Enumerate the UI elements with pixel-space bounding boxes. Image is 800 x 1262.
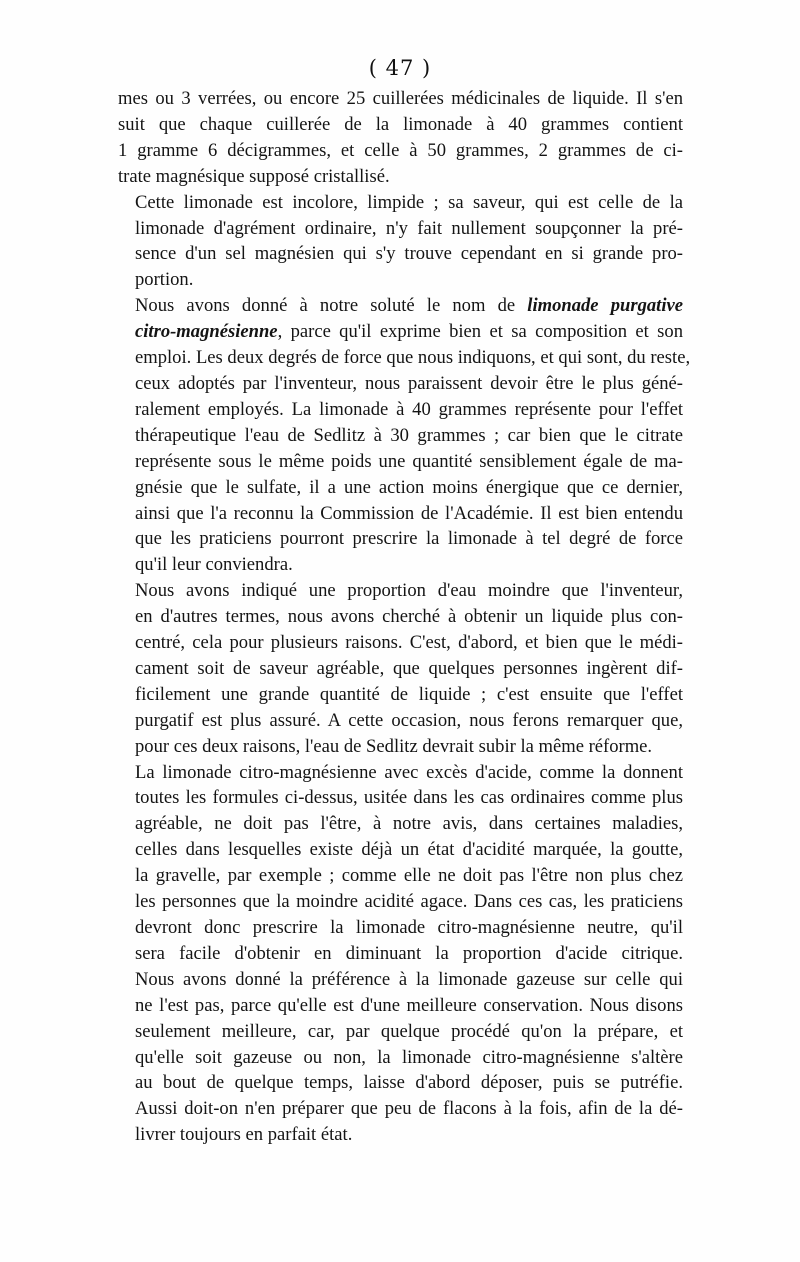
text-line: ainsi que l'a reconnu la Commission de l'Académie. Il est bien entendu bbox=[135, 502, 683, 524]
text-line: la gravelle, par exemple ; comme elle ne doit pas l'être non plus chez bbox=[135, 865, 683, 887]
paragraph bbox=[118, 578, 683, 759]
italic-term: limonade purgative bbox=[527, 295, 684, 317]
text-line: pour ces deux raisons, l'eau de Sedlitz devrait subir la même réforme. bbox=[135, 735, 653, 757]
text-line: sera facile d'obtenir en diminuant la proportion d'acide citrique. bbox=[135, 942, 683, 964]
text-line: trate magnésique supposé cristallisé. bbox=[118, 165, 390, 187]
text-line: ralement employés. La limonade à 40 grammes représente pour l'effet bbox=[135, 398, 683, 420]
paragraph bbox=[118, 293, 691, 578]
text-line: citro-magnésienne, parce qu'il exprime bien et sa composition et son bbox=[135, 321, 683, 343]
text-line: Nous avons donné à notre soluté le nom de limonade purgative bbox=[135, 295, 684, 317]
text-line: devront donc prescrire la limonade citro-magnésienne neutre, qu'il bbox=[135, 917, 683, 938]
paragraph bbox=[118, 760, 683, 1149]
paragraph bbox=[118, 86, 683, 190]
text-line: représente sous le même poids une quantité sensiblement égale de ma- bbox=[135, 450, 683, 472]
text-line: au bout de quelque temps, laisse d'abord déposer, puis se putréfie. bbox=[135, 1072, 683, 1094]
text-line: La limonade citro-magnésienne avec excès d'acide, comme la donnent bbox=[135, 761, 683, 783]
text-line: gnésie que le sulfate, il a une action moins énergique que ce dernier, bbox=[135, 476, 683, 498]
text-line: ceux adoptés par l'inventeur, nous paraissent devoir être le plus géné- bbox=[135, 372, 683, 394]
text-line: Nous avons donné la préférence à la limonade gazeuse sur celle qui bbox=[135, 968, 683, 990]
text-line: ne l'est pas, parce qu'elle est d'une meilleure conservation. Nous disons bbox=[135, 994, 683, 1016]
text-line: emploi. Les deux degrés de force que nous indiquons, et qui sont, du reste, bbox=[135, 347, 691, 369]
text-line: en d'autres termes, nous avons cherché à obtenir un liquide plus con- bbox=[135, 606, 683, 628]
text-line: limonade d'agrément ordinaire, n'y fait nullement soupçonner la pré- bbox=[135, 217, 683, 239]
italic-term: citro-magnésienne bbox=[135, 321, 278, 343]
text-line: livrer toujours en parfait état. bbox=[135, 1124, 353, 1146]
text-line: agréable, ne doit pas l'être, à notre avis, dans certaines maladies, bbox=[135, 813, 683, 835]
text-line: qu'elle soit gazeuse ou non, la limonade citro-magnésienne s'altère bbox=[135, 1046, 683, 1068]
text-line: ficilement une grande quantité de liquide ; c'est ensuite que l'effet bbox=[135, 683, 683, 705]
text-line: portion. bbox=[135, 269, 194, 291]
text-line: que les praticiens pourront prescrire la limonade à tel degré de force bbox=[135, 528, 683, 550]
text-line: sence d'un sel magnésien qui s'y trouve cependant en si grande pro- bbox=[135, 243, 683, 265]
text-line: thérapeutique l'eau de Sedlitz à 30 grammes ; car bien que le citrate bbox=[135, 424, 683, 446]
text-line: suit que chaque cuillerée de la limonade à 40 grammes contient bbox=[118, 113, 683, 135]
text-line: centré, cela pour plusieurs raisons. C'est, d'abord, et bien que le médi- bbox=[135, 632, 683, 654]
text-line: Aussi doit-on n'en préparer que peu de flacons à la fois, afin de la dé- bbox=[135, 1098, 683, 1120]
page-number: ( 47 ) bbox=[368, 56, 432, 80]
text-line: Cette limonade est incolore, limpide ; sa saveur, qui est celle de la bbox=[135, 191, 683, 213]
text-line: purgatif est plus assuré. A cette occasion, nous ferons remarquer que, bbox=[135, 709, 683, 731]
body-text bbox=[118, 86, 691, 1148]
text-line: Nous avons indiqué une proportion d'eau moindre que l'inventeur, bbox=[135, 580, 683, 602]
text-line: qu'il leur conviendra. bbox=[135, 554, 293, 576]
paragraph bbox=[118, 190, 683, 294]
text-line: mes ou 3 verrées, ou encore 25 cuillerées médicinales de liquide. Il s'en bbox=[118, 88, 683, 109]
text-line: celles dans lesquelles existe déjà un état d'acidité marquée, la goutte, bbox=[135, 839, 683, 861]
text-line: seulement meilleure, car, par quelque procédé qu'on la prépare, et bbox=[135, 1020, 683, 1042]
text-line: cament soit de saveur agréable, que quelques personnes ingèrent dif- bbox=[135, 657, 683, 679]
text-line: toutes les formules ci-dessus, usitée dans les cas ordinaires comme plus bbox=[135, 787, 683, 809]
text-line: les personnes que la moindre acidité agace. Dans ces cas, les praticiens bbox=[135, 891, 683, 913]
text-line: 1 gramme 6 décigrammes, et celle à 50 grammes, 2 grammes de ci- bbox=[118, 139, 683, 161]
